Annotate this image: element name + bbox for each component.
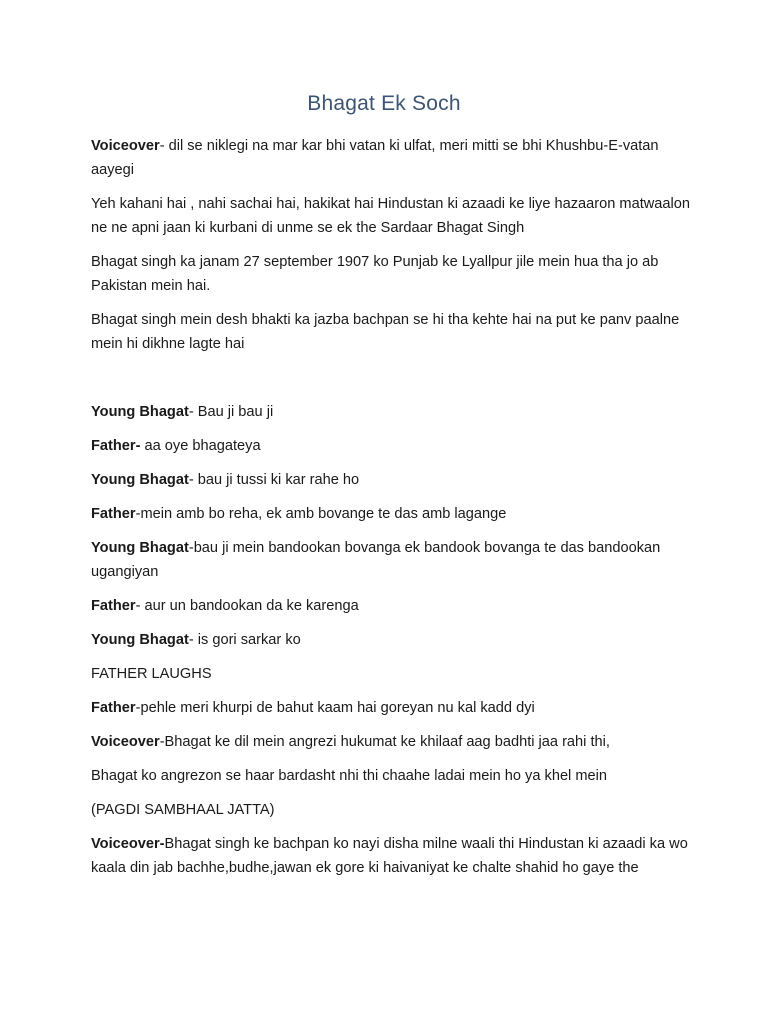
- speaker-label: Father: [91, 598, 136, 614]
- dialogue-text: FATHER LAUGHS: [91, 666, 212, 682]
- blank-line: [91, 366, 691, 400]
- dialogue-text: -mein amb bo reha, ek amb bovange te das amb lagange: [135, 506, 507, 522]
- speaker-label: Father: [91, 700, 136, 716]
- dialogue-line: [91, 764, 691, 788]
- dialogue-text: -Bhagat ke dil mein angrezi hukumat ke khilaaf aag badhti jaa rahi thi,: [159, 734, 610, 750]
- paragraph: [91, 308, 691, 356]
- dialogue-text: - is gori sarkar ko: [188, 632, 301, 648]
- dialogue-line: [91, 594, 691, 618]
- dialogue-text: Bhagat singh ke bachpan ko nayi disha milne waali thi Hindustan ki azaadi ka wo kaala din jab bachhe,budhe,jawan ek gore ki haivaniyat ke chalte shahid ho gaye the: [91, 836, 688, 876]
- paragraph-text: - dil se niklegi na mar kar bhi vatan ki ulfat, meri mitti se bhi Khushbu-E-vatan aayegi: [91, 138, 659, 178]
- dialogue-line: [91, 536, 691, 584]
- speaker-label: Young Bhagat: [91, 404, 189, 420]
- dialogue-line: [91, 696, 691, 720]
- dialogue-text: aa oye bhagateya: [140, 438, 261, 454]
- dialogue-text: - bau ji tussi ki kar rahe ho: [188, 472, 360, 488]
- dialogue-line: [91, 502, 691, 526]
- dialogue-line: [91, 832, 691, 880]
- dialogue-line: [91, 730, 691, 754]
- dialogue-text: -bau ji mein bandookan bovanga ek bandook bovanga te das bandookan ugangiyan: [91, 540, 661, 580]
- dialogue-line: [91, 434, 691, 458]
- dialogue-text: - Bau ji bau ji: [188, 404, 274, 420]
- document-title: Bhagat Ek Soch: [307, 92, 461, 115]
- dialogue-text: (PAGDI SAMBHAAL JATTA): [91, 802, 275, 818]
- dialogue-line: [91, 400, 691, 424]
- speaker-label: Young Bhagat: [91, 472, 189, 488]
- dialogue-line: [91, 628, 691, 652]
- speaker-label: Voiceover: [91, 138, 160, 154]
- paragraph: [91, 250, 691, 298]
- speaker-label: Father-: [91, 438, 141, 454]
- dialogue-text: -pehle meri khurpi de bahut kaam hai goreyan nu kal kadd dyi: [135, 700, 535, 716]
- paragraph-text: Bhagat singh ka janam 27 september 1907 ko Punjab ke Lyallpur jile mein hua tha jo ab Pakistan mein hai.: [91, 254, 659, 294]
- speaker-label: Voiceover-: [91, 836, 165, 852]
- speaker-label: Young Bhagat: [91, 632, 189, 648]
- paragraph-text: Bhagat singh mein desh bhakti ka jazba bachpan se hi tha kehte hai na put ke panv paalne mein hi dikhne lagte hai: [91, 312, 680, 352]
- speaker-label: Voiceover: [91, 734, 160, 750]
- dialogue-text: Bhagat ko angrezon se haar bardasht nhi thi chaahe ladai mein ho ya khel mein: [91, 768, 607, 784]
- dialogue-line: [91, 468, 691, 492]
- document-body: [91, 134, 691, 890]
- speaker-label: Young Bhagat: [91, 540, 189, 556]
- paragraph: [91, 192, 691, 240]
- stage-direction: [91, 662, 691, 686]
- paragraph: [91, 134, 691, 182]
- paragraph-text: Yeh kahani hai , nahi sachai hai, hakikat hai Hindustan ki azaadi ke liye hazaaron matwaalon ne ne apni jaan ki kurbani di unme se ek the Sardaar Bhagat Singh: [91, 196, 690, 236]
- dialogue-text: - aur un bandookan da ke karenga: [135, 598, 359, 614]
- speaker-label: Father: [91, 506, 136, 522]
- stage-direction: [91, 798, 691, 822]
